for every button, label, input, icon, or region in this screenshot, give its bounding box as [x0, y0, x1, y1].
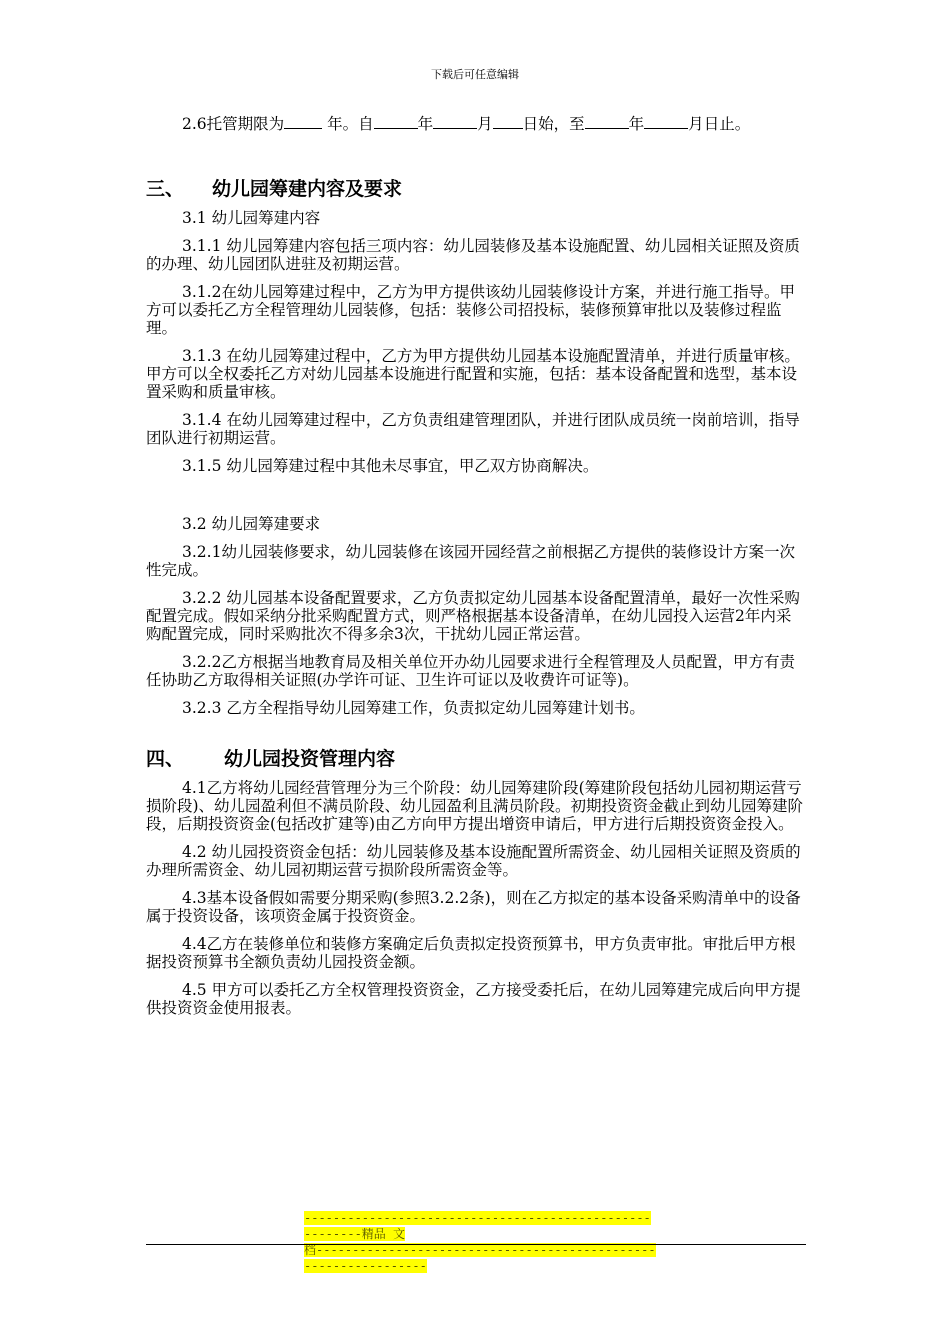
section-3-title: 幼儿园筹建内容及要求: [212, 178, 403, 200]
clause-2-6-text-a: 2.6托管期限为: [182, 115, 285, 133]
clause-3-1-5: 3.1.5 幼儿园筹建过程中其他未尽事宜，甲乙双方协商解决。: [182, 457, 599, 475]
clause-4-1: 4.1乙方将幼儿园经营管理分为三个阶段：幼儿园筹建阶段(筹建阶段包括幼儿园初期运营亏损阶段)、幼儿园盈利但不满员阶段、幼儿园盈利且满员阶段。初期投资资金截止到幼儿园筹建阶段，后期投资资金(包括改扩建等)由乙方向甲方提出增资申请后，甲方进行后期投资资金投入。: [146, 779, 804, 833]
blank-years[interactable]: [284, 114, 322, 129]
clause-3-2-3: 3.2.3 乙方全程指导幼儿园筹建工作，负责拟定幼儿园筹建计划书。: [182, 699, 645, 717]
page-footer: [304, 1210, 656, 1274]
clause-4-5: 4.5 甲方可以委托乙方全权管理投资资金，乙方接受委托后，在幼儿园筹建完成后向甲方提供投资资金使用报表。: [146, 981, 801, 1017]
clause-2-6-text-g: 月: [688, 115, 704, 133]
clause-3-2-2-equipment: 3.2.2 幼儿园基本设备配置要求，乙方负责拟定幼儿园基本设备配置清单，最好一次性采购配置完成。假如采纳分批采购配置方式，则严格根据基本设备清单，在幼儿园投入运营2年内采购配置完成，同时采购批次不得多余3次，干扰幼儿园正常运营。: [146, 589, 800, 643]
subsection-3-1-title: 3.1 幼儿园筹建内容: [182, 209, 321, 227]
footer-line-2: 档----------------------------------------------------------------: [304, 1243, 656, 1273]
clause-2-6-text-f: 年: [628, 115, 645, 133]
clause-3-1-4: 3.1.4 在幼儿园筹建过程中，乙方负责组建管理团队，并进行团队成员统一岗前培训，指导团队进行初期运营。: [146, 411, 800, 447]
clause-3-2-2-staffing: 3.2.2乙方根据当地教育局及相关单位开办幼儿园要求进行全程管理及人员配置，甲方有责任协助乙方取得相关证照(办学许可证、卫生许可证以及收费许可证等)。: [146, 653, 795, 689]
clause-2-6-text-h: 日止。: [703, 115, 751, 133]
document-body: [146, 114, 806, 1027]
clause-2-6-text-e: 日始，至: [522, 115, 585, 133]
clause-3-1-3: 3.1.3 在幼儿园筹建过程中，乙方为甲方提供幼儿园基本设施配置清单，并进行质量审核。甲方可以全权委托乙方对幼儿园基本设施进行配置和实施，包括：基本设备配置和选型，基本设置采购和质量审核。: [146, 347, 800, 401]
blank-start-year[interactable]: [374, 114, 418, 129]
subsection-3-2-title: 3.2 幼儿园筹建要求: [182, 515, 321, 533]
blank-end-year[interactable]: [585, 114, 629, 129]
blank-start-day[interactable]: [493, 114, 523, 129]
bottom-divider: [146, 1244, 806, 1245]
page-header: 下载后可任意编辑: [431, 68, 519, 81]
footer-line-1: --------------------------------------------------------精品 文: [304, 1211, 651, 1241]
blank-start-month[interactable]: [433, 114, 477, 129]
clause-2-6: [146, 114, 806, 133]
section-4-title: 幼儿园投资管理内容: [224, 748, 396, 770]
section-3-number: 三、: [146, 178, 185, 200]
clause-3-1-2: 3.1.2在幼儿园筹建过程中，乙方为甲方提供该幼儿园装修设计方案，并进行施工指导。甲方可以委托乙方全程管理幼儿园装修，包括：装修公司招投标，装修预算审批以及装修过程监理。: [146, 283, 795, 337]
clause-2-6-text-d: 月: [477, 115, 493, 133]
section-4-number: 四、: [146, 748, 185, 770]
section-4-heading: [146, 747, 806, 771]
clause-2-6-text-c: 年: [417, 115, 434, 133]
clause-3-2-1: 3.2.1幼儿园装修要求，幼儿园装修在该园开园经营之前根据乙方提供的装修设计方案一次性完成。: [146, 543, 795, 579]
clause-4-3: 4.3基本设备假如需要分期采购(参照3.2.2条)，则在乙方拟定的基本设备采购清单中的设备属于投资设备，该项资金属于投资资金。: [146, 889, 801, 925]
clause-4-4: 4.4乙方在装修单位和装修方案确定后负责拟定投资预算书，甲方负责审批。审批后甲方根据投资预算书全额负责幼儿园投资金额。: [146, 935, 796, 971]
clause-4-2: 4.2 幼儿园投资资金包括：幼儿园装修及基本设施配置所需资金、幼儿园相关证照及资质的办理所需资金、幼儿园初期运营亏损阶段所需资金等。: [146, 843, 801, 879]
clause-3-1-1: 3.1.1 幼儿园筹建内容包括三项内容：幼儿园装修及基本设施配置、幼儿园相关证照及资质的办理、幼儿园团队进驻及初期运营。: [146, 237, 800, 273]
clause-2-6-text-b: 年。自: [327, 115, 374, 133]
section-3-heading: [146, 177, 806, 201]
blank-end-month[interactable]: [644, 114, 688, 129]
